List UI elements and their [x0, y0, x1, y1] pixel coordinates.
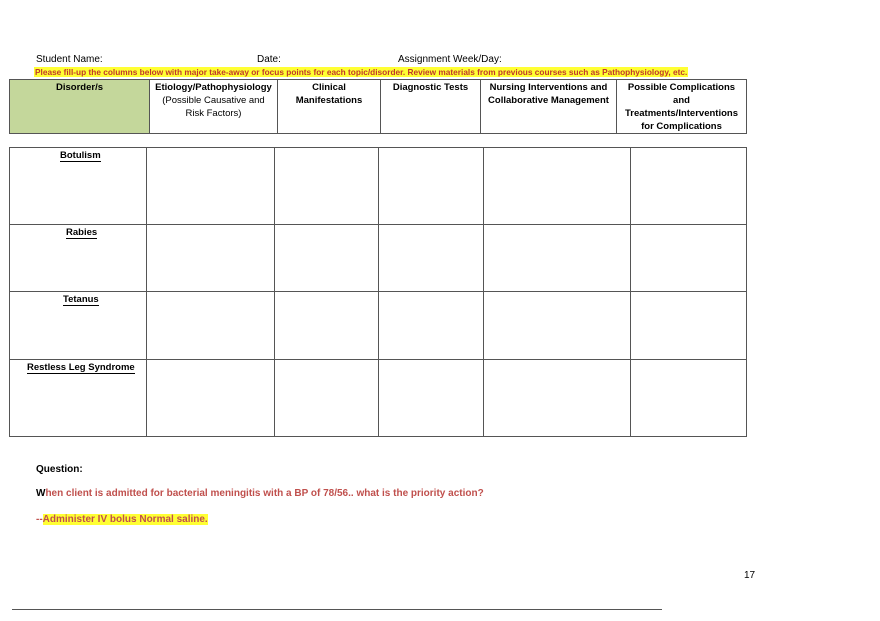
table-row [10, 225, 747, 292]
disorder-label: Restless Leg Syndrome [27, 362, 135, 373]
diagnostic-tests-cell[interactable] [379, 360, 484, 437]
complications-cell[interactable] [631, 360, 747, 437]
column-header-label: Etiology/Pathophysiology [155, 82, 272, 93]
diagnostic-tests-cell[interactable] [379, 292, 484, 360]
clinical-manifestations-cell[interactable] [275, 360, 379, 437]
diagnostic-tests-cell[interactable] [379, 225, 484, 292]
etiology-cell[interactable] [147, 360, 275, 437]
disorder-cell [10, 292, 147, 360]
question-text [36, 488, 484, 499]
disorder-label: Botulism [60, 150, 101, 161]
assignment-week-day-label: Assignment Week/Day: [398, 54, 502, 65]
answer-highlight: Administer IV bolus Normal saline. [42, 514, 208, 525]
question-rest: hen client is admitted for bacterial meningitis with a BP of 78/56.. what is the priority action? [45, 488, 484, 499]
column-header-clinical-manifestations [278, 80, 381, 134]
answer-prefix: -- [36, 514, 43, 525]
instructions-text: Please fill-up the columns below with major take-away or focus points for each topic/disorder. Review materials from previous courses such as Pathophysiology, etc. [35, 67, 688, 77]
complications-cell[interactable] [631, 148, 747, 225]
column-header-label: Possible Complications and Treatments/Interventions for Complications [625, 82, 738, 132]
column-header-complications [617, 80, 747, 134]
column-header-label: Clinical Manifestations [295, 82, 363, 106]
column-header-etiology [150, 80, 278, 134]
column-header-label: Nursing Interventions and Collaborative Management [488, 82, 609, 106]
table-row [10, 292, 747, 360]
etiology-cell[interactable] [147, 148, 275, 225]
clinical-manifestations-cell[interactable] [275, 148, 379, 225]
disorders-table [9, 147, 747, 437]
column-header-disorders [10, 80, 150, 134]
diagnostic-tests-cell[interactable] [379, 148, 484, 225]
disorder-cell [10, 148, 147, 225]
answer-text [36, 514, 208, 525]
column-header-sublabel: (Possible Causative and Risk Factors) [162, 95, 265, 119]
clinical-manifestations-cell[interactable] [275, 292, 379, 360]
column-header-label: Diagnostic Tests [392, 82, 469, 93]
etiology-cell[interactable] [147, 225, 275, 292]
page-number: 17 [744, 570, 756, 581]
column-header-diagnostic-tests [381, 80, 481, 134]
nursing-interventions-cell[interactable] [484, 360, 631, 437]
question-first-letter: W [36, 488, 46, 499]
complications-cell[interactable] [631, 225, 747, 292]
date-label: Date: [257, 54, 281, 65]
nursing-interventions-cell[interactable] [484, 292, 631, 360]
nursing-interventions-cell[interactable] [484, 148, 631, 225]
question-label: Question: [36, 464, 83, 475]
complications-cell[interactable] [631, 292, 747, 360]
disorder-cell [10, 225, 147, 292]
table-row [10, 360, 747, 437]
etiology-cell[interactable] [147, 292, 275, 360]
disorder-cell [10, 360, 147, 437]
clinical-manifestations-cell[interactable] [275, 225, 379, 292]
table-row [10, 148, 747, 225]
disorder-label: Rabies [66, 227, 98, 238]
disorder-label: Tetanus [63, 294, 99, 305]
student-name-label: Student Name: [36, 54, 103, 65]
column-header-nursing-interventions [481, 80, 617, 134]
column-header-label: Disorder/s [56, 82, 103, 93]
nursing-interventions-cell[interactable] [484, 225, 631, 292]
header-row [10, 80, 747, 134]
footer-divider [12, 609, 662, 610]
header-table [9, 79, 747, 134]
